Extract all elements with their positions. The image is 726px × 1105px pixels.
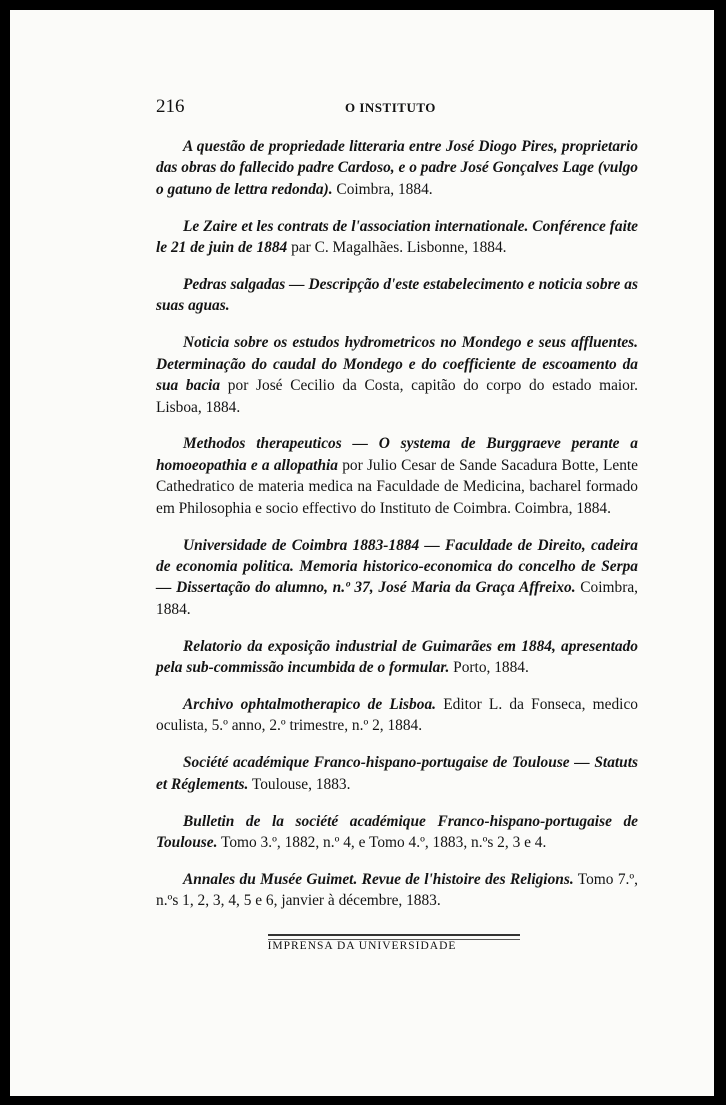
entry-details: Editor L. da Fonseca, medico oculista, 5.º anno, 2.º trimestre, n.º 2, 1884.: [156, 696, 638, 735]
entry-title: Archivo ophtalmotherapico de Lisboa.: [183, 696, 436, 714]
entry-title: Bulletin de la société académique Franco-hispano-portugaise de Toulouse.: [156, 812, 638, 852]
entry-title: Pedras salgadas — Descripção d'este estabelecimento e noticia sobre as suas aguas.: [156, 276, 638, 315]
entry-title: Methodos therapeuticos — O systema de Burggraeve perante a homoeopathia e a allopathia: [156, 435, 638, 474]
printer-imprint: IMPRENSA DA UNIVERSIDADE: [267, 940, 457, 952]
bibliography-entry: [156, 332, 638, 418]
running-title: O INSTITUTO: [345, 100, 436, 115]
bibliography-entry: [156, 869, 638, 912]
book-page: [10, 10, 714, 1096]
entry-title: Relatorio da exposição industrial de Guimarães em 1884, apresentado pela sub-commissão incumbida de o formular.: [156, 637, 638, 677]
entry-details: par C. Magalhães. Lisbonne, 1884.: [287, 239, 507, 257]
bibliography-entry: [156, 216, 638, 259]
bibliography-list: [156, 136, 638, 927]
page-header: [156, 96, 646, 120]
entry-details: Toulouse, 1883.: [248, 775, 351, 793]
entry-title: Noticia sobre os estudos hydrometricos no Mondego e seus affluentes. Determinação do caudal do Mondego e do coefficiente de escoamento da sua bacia: [156, 334, 638, 395]
bibliography-entry: [156, 136, 638, 200]
entry-details: Tomo 3.º, 1882, n.º 4, e Tomo 4.º, 1883, n.ºs 2, 3 e 4.: [217, 834, 547, 852]
entry-title: A questão de propriedade litteraria entre José Diogo Pires, proprietario das obras do fallecido padre Cardoso, e o padre José Gonçalves Lage (vulgo o gatuno de lettra redonda).: [156, 138, 638, 198]
bibliography-entry: [156, 694, 638, 737]
page-number: 216: [156, 96, 185, 117]
bibliography-entry: [156, 535, 638, 621]
entry-title: Universidade de Coimbra 1883-1884 — Faculdade de Direito, cadeira de economia politica. Memoria historico-economica do concelho de Serpa — Dissertação do alumno, n.º 37, José Maria da Graça Affreixo.: [156, 536, 638, 597]
bibliography-entry: [156, 274, 638, 317]
bibliography-entry: [156, 752, 638, 795]
entry-title: Le Zaire et les contrats de l'association internationale. Conférence faite le 21 de juin de 1884: [156, 217, 638, 257]
bibliography-entry: [156, 636, 638, 679]
entry-details: Tomo 7.º, n.ºs 1, 2, 3, 4, 5 e 6, janvier à décembre, 1883.: [156, 870, 638, 910]
entry-details: por José Cecilio da Costa, capitão do corpo do estado maior. Lisboa, 1884.: [156, 377, 638, 416]
bibliography-entry: [156, 811, 638, 854]
entry-details: Coimbra, 1884.: [156, 579, 638, 618]
entry-title: Annales du Musée Guimet. Revue de l'histoire des Religions.: [183, 870, 574, 888]
bibliography-entry: [156, 433, 638, 519]
entry-title: Société académique Franco-hispano-portugaise de Toulouse — Statuts et Réglements.: [156, 754, 638, 793]
entry-details: Coimbra, 1884.: [332, 180, 433, 198]
entry-details: Porto, 1884.: [449, 659, 529, 677]
entry-details: por Julio Cesar de Sande Sacadura Botte, Lente Cathedratico de materia medica na Faculdade de Medicina, bacharel formado em Philosophia e socio effectivo do Instituto de Coimbra. Coimbra, 1884.: [156, 456, 638, 517]
